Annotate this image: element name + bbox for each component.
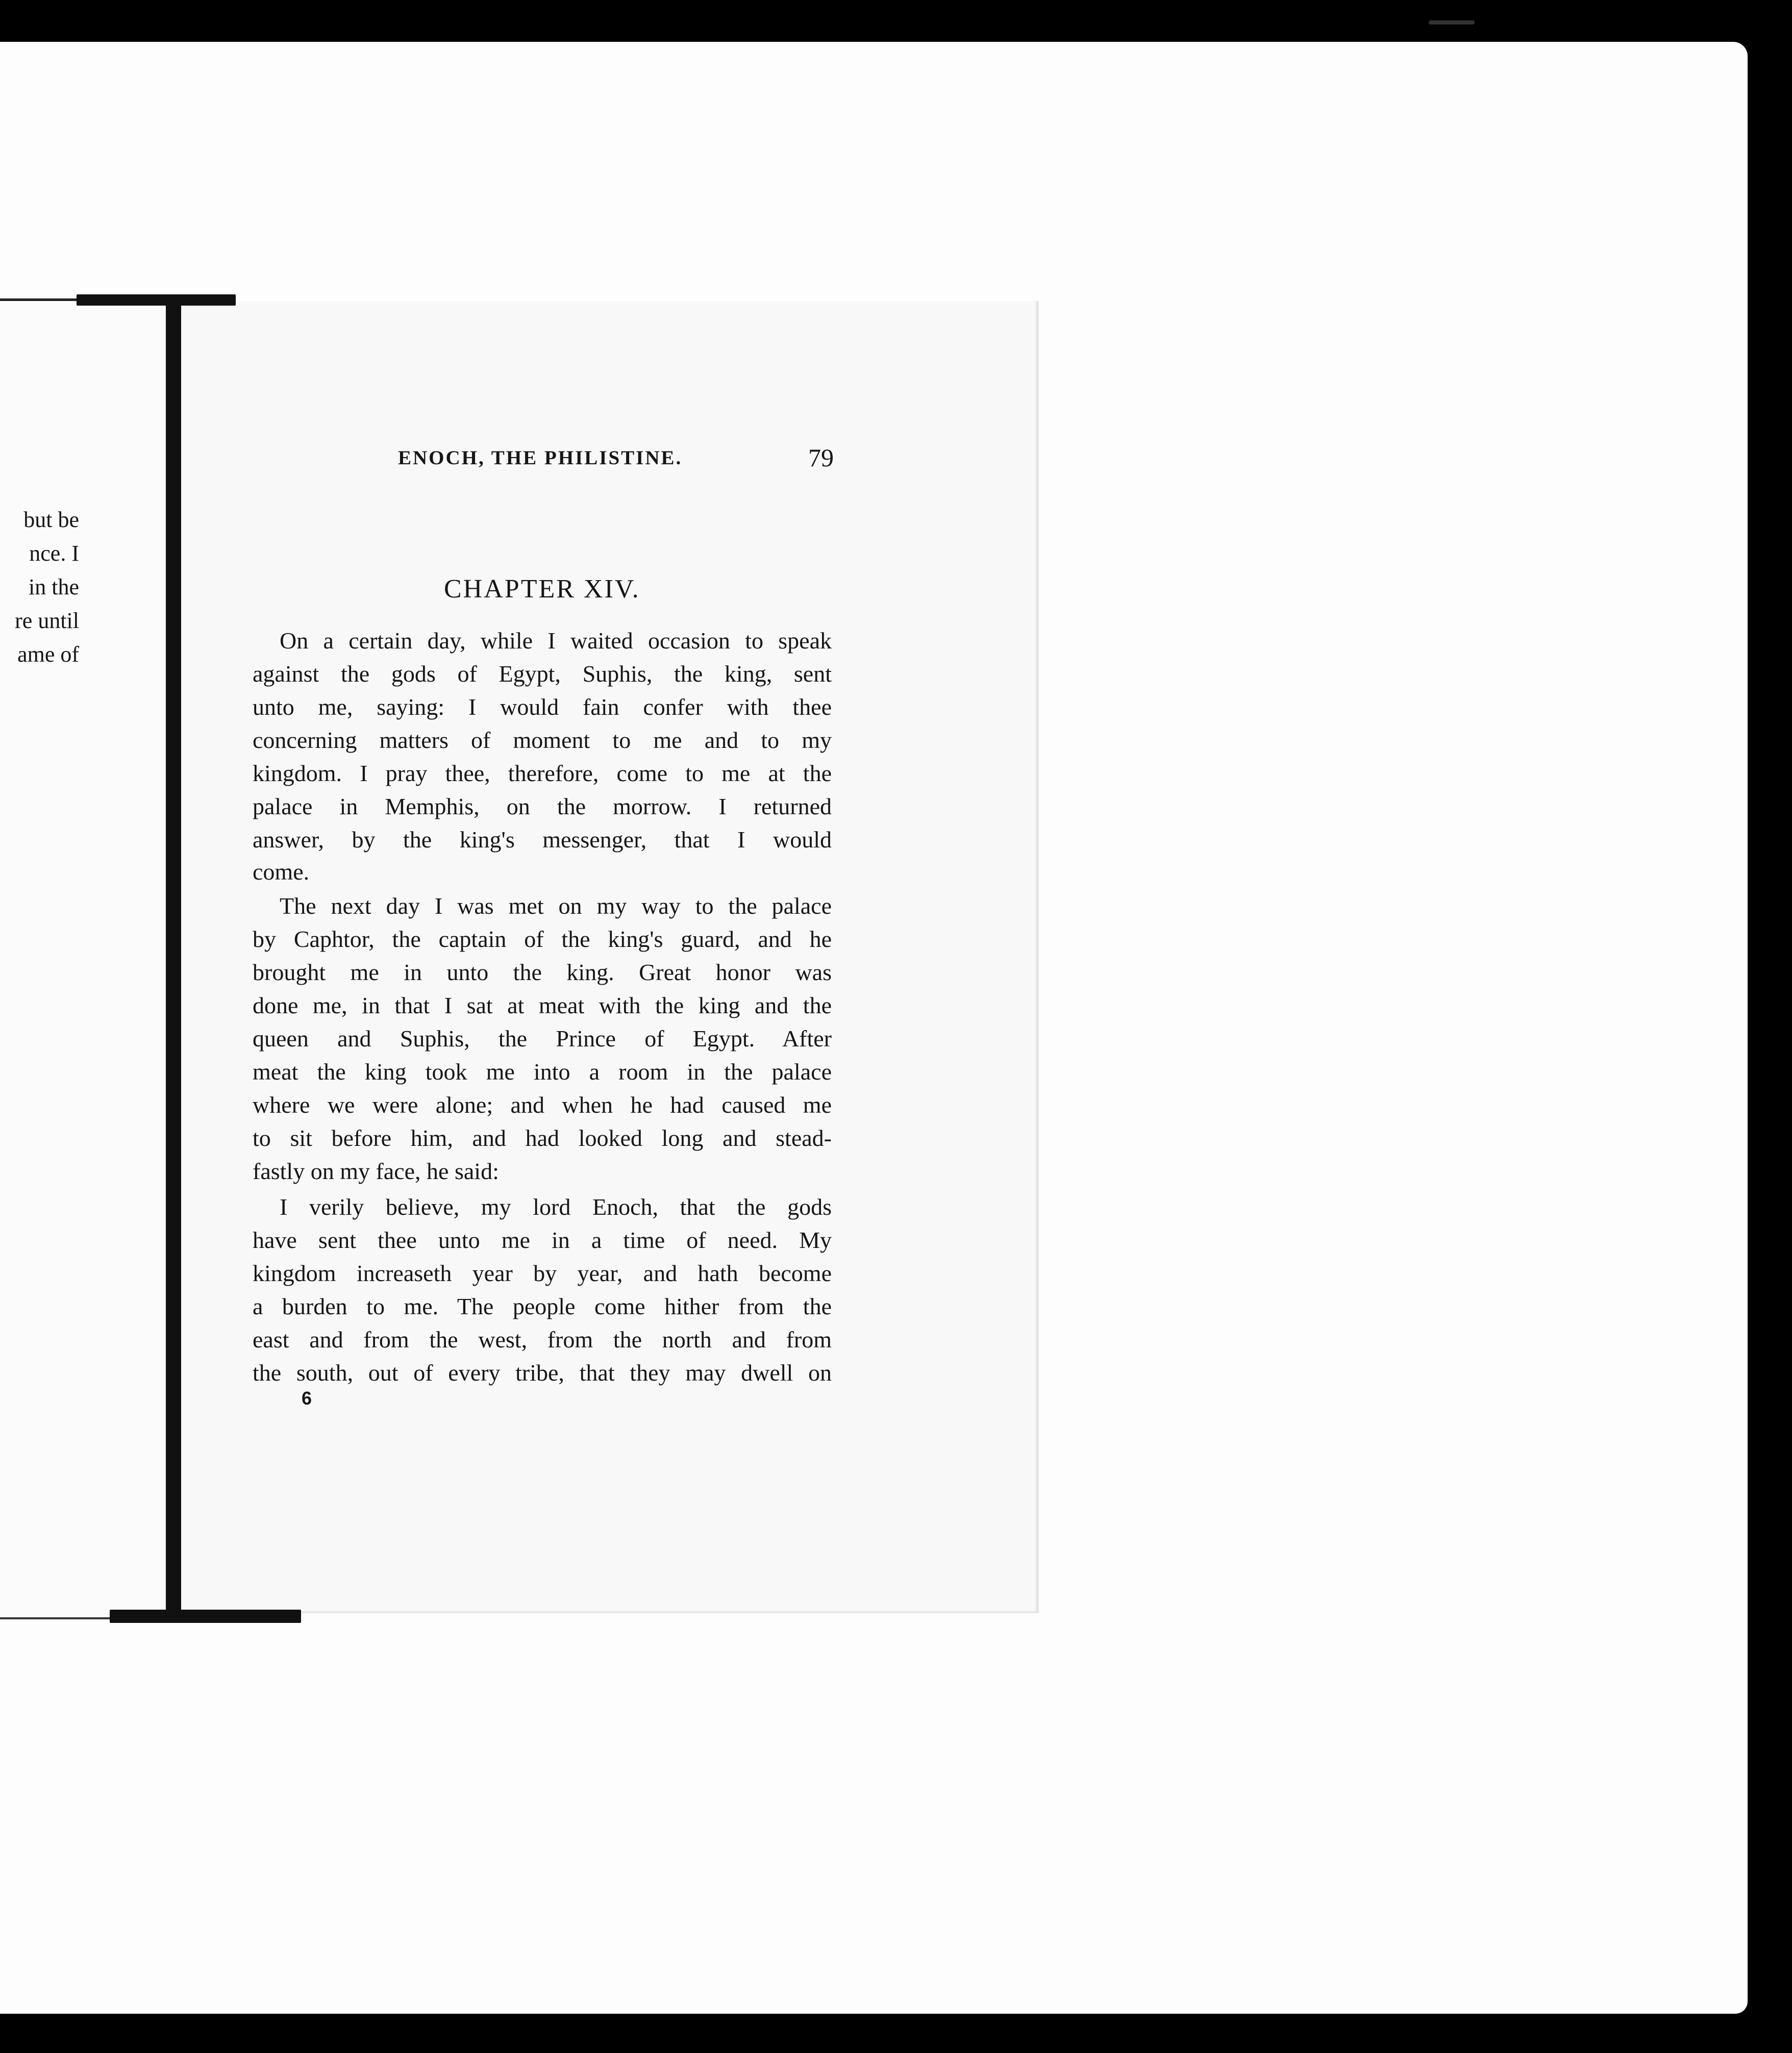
body-text-line: palace in Memphis, on the morrow. I returned bbox=[253, 793, 832, 819]
body-text-line: brought me in unto the king. Great honor was bbox=[253, 959, 832, 985]
body-text-line: come. bbox=[253, 859, 310, 885]
body-text-line: where we were alone; and when he had caused me bbox=[253, 1092, 832, 1118]
scan-bottom-border bbox=[0, 2014, 1792, 2053]
body-text-line: unto me, saying: I would fain confer with thee bbox=[253, 694, 832, 720]
scan-edge-mark bbox=[1750, 1319, 1756, 1344]
page-number: 79 bbox=[808, 443, 834, 472]
left-page-line: nce. I bbox=[29, 541, 79, 566]
body-text-line: On a certain day, while I waited occasion to speak bbox=[280, 628, 832, 654]
body-text-line: kingdom. I pray thee, therefore, come to me at the bbox=[253, 760, 832, 786]
scan-artifact bbox=[1429, 20, 1475, 24]
body-text-line: kingdom increaseth year by year, and hath become bbox=[253, 1260, 832, 1286]
book-binding-top bbox=[77, 294, 236, 306]
body-text-line: a burden to me. The people come hither from the bbox=[253, 1293, 832, 1319]
body-text-line: the south, out of every tribe, that they may dwell on bbox=[253, 1360, 832, 1386]
body-text-line: done me, in that I sat at meat with the king and the bbox=[253, 992, 832, 1018]
left-page-line: ame of bbox=[17, 642, 79, 667]
body-text-line: east and from the west, from the north and from bbox=[253, 1326, 832, 1353]
signature-mark: 6 bbox=[302, 1388, 312, 1409]
book-binding-gutter bbox=[166, 302, 181, 1614]
left-page-line: but be bbox=[23, 507, 79, 532]
body-text-line: by Caphtor, the captain of the king's guard, and he bbox=[253, 926, 832, 952]
body-text-line: answer, by the king's messenger, that I would bbox=[253, 827, 832, 853]
left-page bbox=[0, 298, 173, 1619]
body-text-line: The next day I was met on my way to the palace bbox=[280, 893, 832, 919]
left-page-line: re until bbox=[15, 608, 79, 633]
running-head: ENOCH, THE PHILISTINE. bbox=[398, 447, 683, 469]
body-text-line: queen and Suphis, the Prince of Egypt. After bbox=[253, 1025, 832, 1051]
body-text-line: to sit before him, and had looked long and stead- bbox=[253, 1125, 832, 1151]
right-page bbox=[178, 301, 1039, 1613]
body-text-line: meat the king took me into a room in the palace bbox=[253, 1059, 832, 1085]
body-text-line: against the gods of Egypt, Suphis, the king, sent bbox=[253, 661, 832, 687]
body-text-line: have sent thee unto me in a time of need. My bbox=[253, 1227, 832, 1253]
chapter-title: CHAPTER XIV. bbox=[444, 574, 640, 604]
scan-top-border bbox=[0, 0, 1792, 41]
body-text-line: fastly on my face, he said: bbox=[253, 1158, 499, 1184]
body-text-line: concerning matters of moment to me and to my bbox=[253, 727, 832, 753]
book-binding-bottom bbox=[110, 1610, 301, 1623]
body-text-line: I verily believe, my lord Enoch, that the gods bbox=[280, 1194, 832, 1220]
left-page-line: in the bbox=[29, 574, 79, 599]
